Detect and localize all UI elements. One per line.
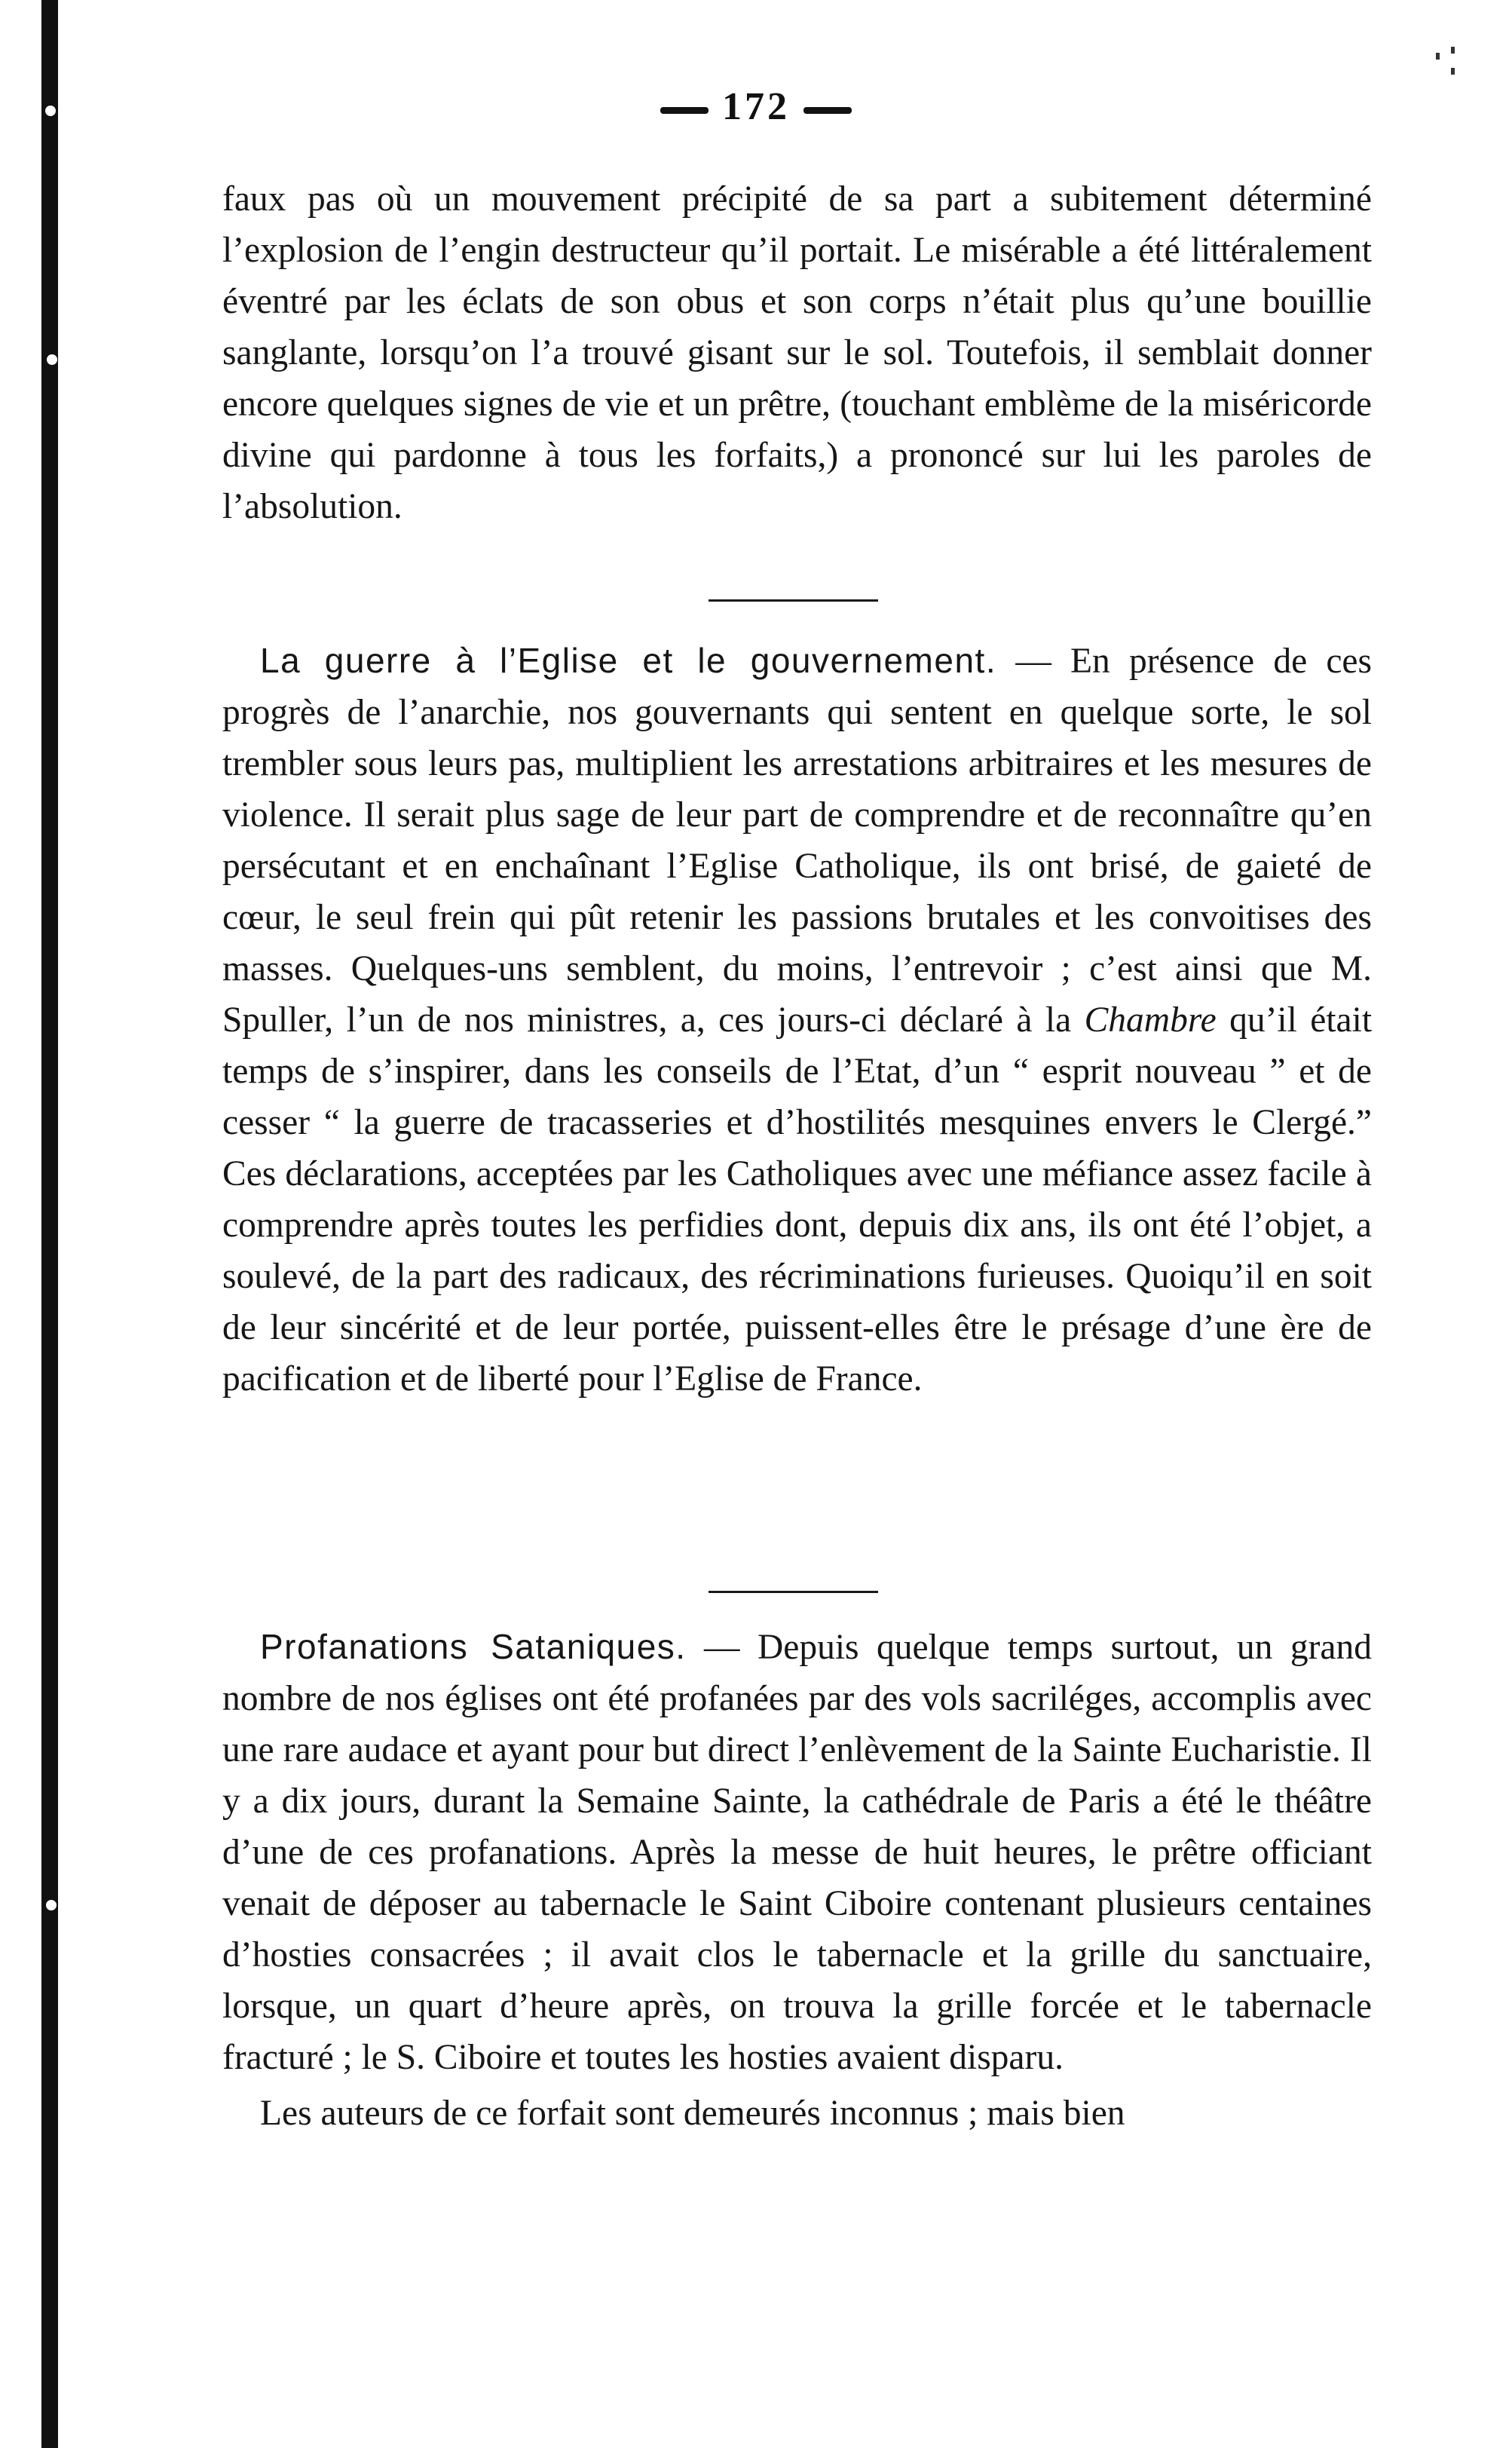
section-eglise-dash: — [1015, 642, 1051, 681]
section-eglise-italic: Chambre [1084, 1000, 1217, 1040]
section-eglise [222, 635, 1372, 1405]
section-divider [709, 599, 878, 602]
scan-speck [1451, 68, 1455, 75]
opening-paragraph [222, 173, 1372, 532]
scan-speck [1436, 53, 1440, 60]
section-eglise-title: La guerre à l’Eglise et le gouvernement. [260, 641, 997, 680]
section-profanations-dash: — [704, 1628, 740, 1667]
header-ornament-left [660, 107, 709, 114]
section-eglise-text-a: En présence de ces progrès de l’anarchie, nos gouvernants qui sentent en quelque sorte, le sol trembler sous leurs pas, multiplient les arrestations arbitraires et les mesures de violence. Il serait plus sage de leur part de comprendre et de reconnaître qu’en persécutant et en enchaînant l’Eglise Catholique, ils ont brisé, de gaieté de cœur, le seul frein qui pût retenir les passions brutales et les convoitises des masses. Quelques-uns semblent, du moins, l’entrevoir ; c’est ainsi que M. Spuller, l’un de nos ministres, a, ces jours-ci déclaré à la [222, 642, 1372, 1040]
scan-speck [1451, 47, 1455, 54]
opening-text: faux pas où un mouvement précipité de sa part a subitement déterminé l’explosion de l’engin destructeur qu’il portait. Le misérable a été littéralement éventré par les éclats de son obus et son corps n’était plus qu’une bouillie sanglante, lorsqu’on l’a trouvé gisant sur le sol. Toutefois, il semblait donner encore quelques signes de vie et un prêtre, (touchant emblème de la miséricorde divine qui pardonne à tous les forfaits,) a prononcé sur lui les paroles de l’absolution. [222, 179, 1372, 526]
page-header [0, 84, 1512, 129]
scan-binding-edge [41, 0, 58, 2448]
header-ornament-right [803, 107, 852, 114]
section-divider [709, 1591, 878, 1593]
section-eglise-paragraph [222, 635, 1372, 1405]
section-profanations-text: Depuis quelque temps surtout, un grand nombre de nos églises ont été profanées par des vols sacriléges, accomplis avec une rare audace et ayant pour but direct l’enlèvement de la Sainte Eucharistie. Il y a dix jours, durant la Semaine Sainte, la cathédrale de Paris a été le théâtre d’une de ces profanations. Après la messe de huit heures, le prêtre officiant venait de déposer au tabernacle le Saint Ciboire contenant plusieurs centaines d’hosties consacrées ; il avait clos le tabernacle et la grille du sanctuaire, lorsque, un quart d’heure après, on trouva la grille forcée et le tabernacle fracturé ; le S. Ciboire et toutes les hosties avaient disparu. [222, 1628, 1372, 2077]
section-eglise-text-b: qu’il était temps de s’inspirer, dans les conseils de l’Etat, d’un “ esprit nouveau ” et de cesser “ la guerre de tracasseries et d’hostilités mesquines envers le Clergé.” Ces déclarations, acceptées par les Catholiques avec une méfiance assez facile à comprendre après toutes les perfidies dont, depuis dix ans, ils ont été l’objet, a soulevé, de la part des radicaux, des récriminations furieuses. Quoiqu’il en soit de leur sincérité et de leur portée, puissent-elles être le présage d’une ère de pacification et de liberté pour l’Eglise de France. [222, 1000, 1373, 1399]
page-number: 172 [722, 85, 790, 128]
scan-artifact [47, 354, 57, 365]
continuation-text: Les auteurs de ce forfait sont demeurés inconnus ; mais bien [260, 2094, 1125, 2133]
scan-artifact [46, 1900, 57, 1910]
section-profanations [222, 1621, 1372, 2139]
section-profanations-paragraph [222, 1621, 1372, 2083]
section-profanations-title: Profanations Sataniques. [260, 1627, 687, 1666]
continuation-paragraph [222, 2088, 1372, 2139]
